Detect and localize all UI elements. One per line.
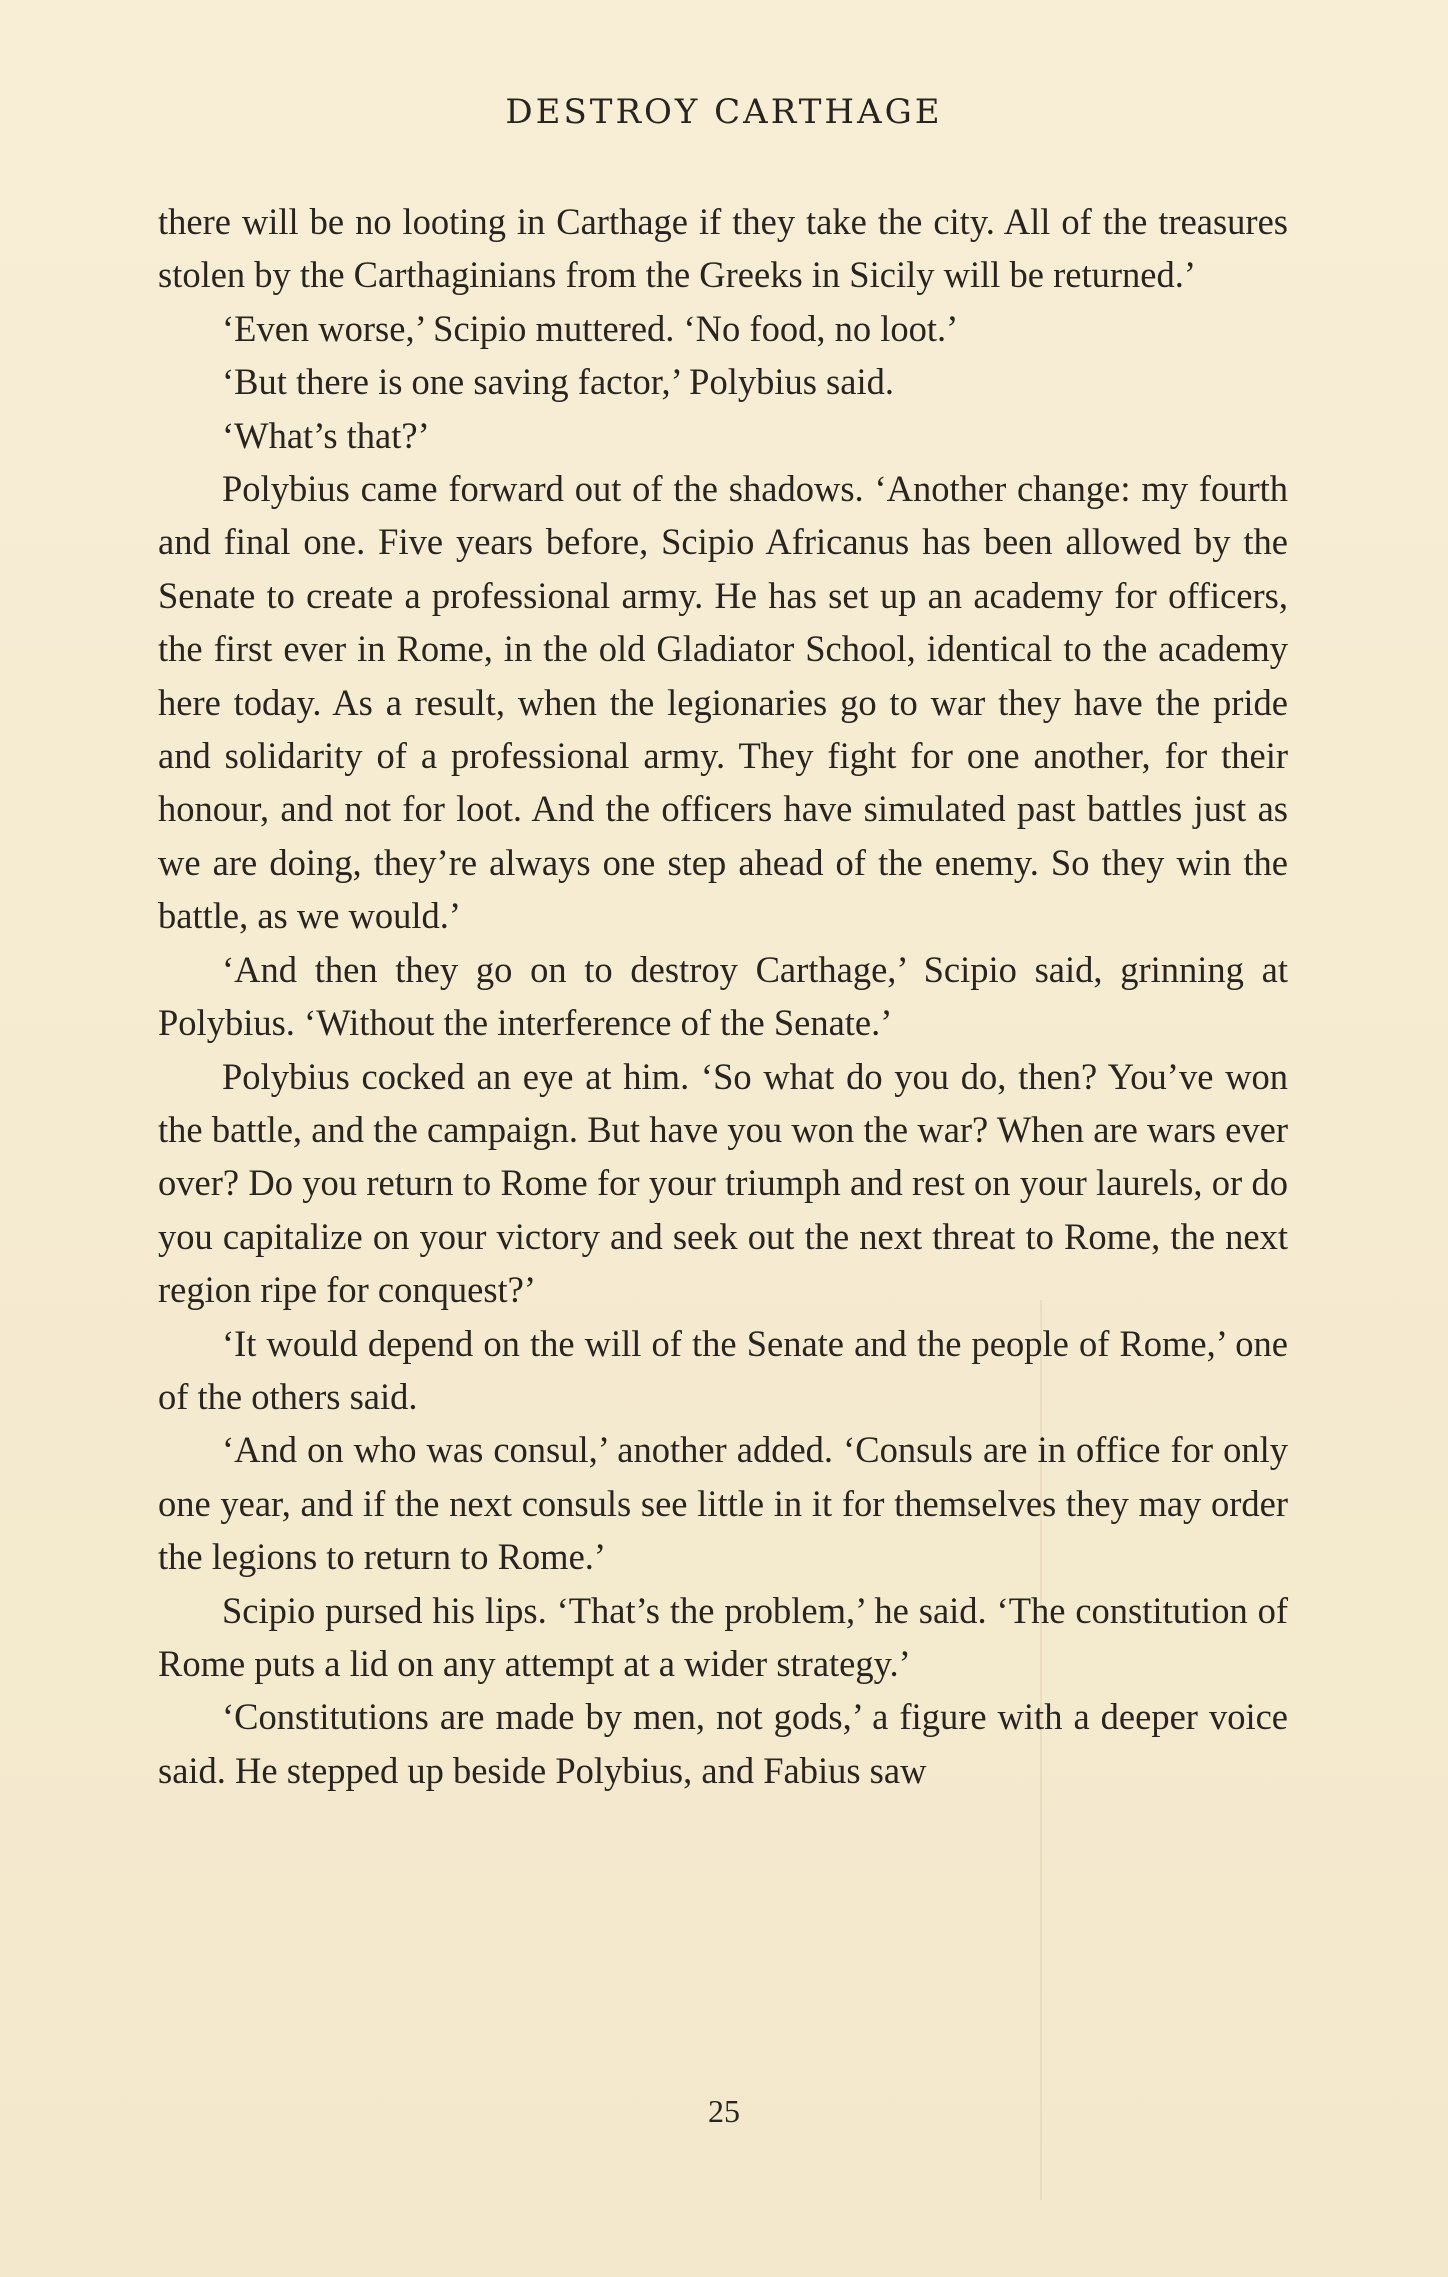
paragraph: ‘But there is one saving factor,’ Polybius said. <box>222 361 894 403</box>
paragraph: Polybius came forward out of the shadows. ‘Another change: my fourth and final one. Five years before, Scipio Africanus has been allowed by the Senate to create a professional army. He has set up an academy for officers, the first ever in Rome, in the old Gladiator School, identical to the academy here today. As a result, when the legionaries go to war they have the pride and solidarity of a professional army. They fight for one another, for their honour, and not for loot. And the officers have simulated past battles just as we are doing, they’re always one step ahead of the enemy. So they win the battle, as we would.’ <box>158 468 1288 937</box>
paragraph: ‘What’s that?’ <box>222 414 430 456</box>
paragraph: ‘It would depend on the will of the Senate and the people of Rome,’ one of the others said. <box>158 1322 1288 1417</box>
running-head: DESTROY CARTHAGE <box>505 92 943 132</box>
paragraph: Scipio pursed his lips. ‘That’s the problem,’ he said. ‘The constitution of Rome puts a lid on any attempt at a wider strategy.’ <box>158 1589 1288 1684</box>
paragraph: Polybius cocked an eye at him. ‘So what do you do, then? You’ve won the battle, and the campaign. But have you won the war? When are wars ever over? Do you return to Rome for your triumph and rest on your laurels, or do you capitalize on your victory and seek out the next threat to Rome, the next region ripe for conquest?’ <box>158 1055 1288 1311</box>
paragraph: ‘Constitutions are made by men, not gods,’ a figure with a deeper voice said. He stepped up beside Polybius, and Fabius saw <box>158 1696 1288 1791</box>
paragraph: ‘And on who was consul,’ another added. ‘Consuls are in office for only one year, and if the next consuls see little in it for themselves they may order the legions to return to Rome.’ <box>158 1429 1288 1578</box>
paragraph: ‘Even worse,’ Scipio muttered. ‘No food, no loot.’ <box>222 307 959 349</box>
paragraph: ‘And then they go on to destroy Carthage,’ Scipio said, grinning at Polybius. ‘Without the interference of the Senate.’ <box>158 948 1288 1044</box>
paragraph: there will be no looting in Carthage if they take the city. All of the treasures stolen by the Carthaginians from the Greeks in Sicily will be returned.’ <box>158 201 1288 296</box>
body-text <box>158 195 1288 1797</box>
page-number: 25 <box>708 2093 740 2129</box>
